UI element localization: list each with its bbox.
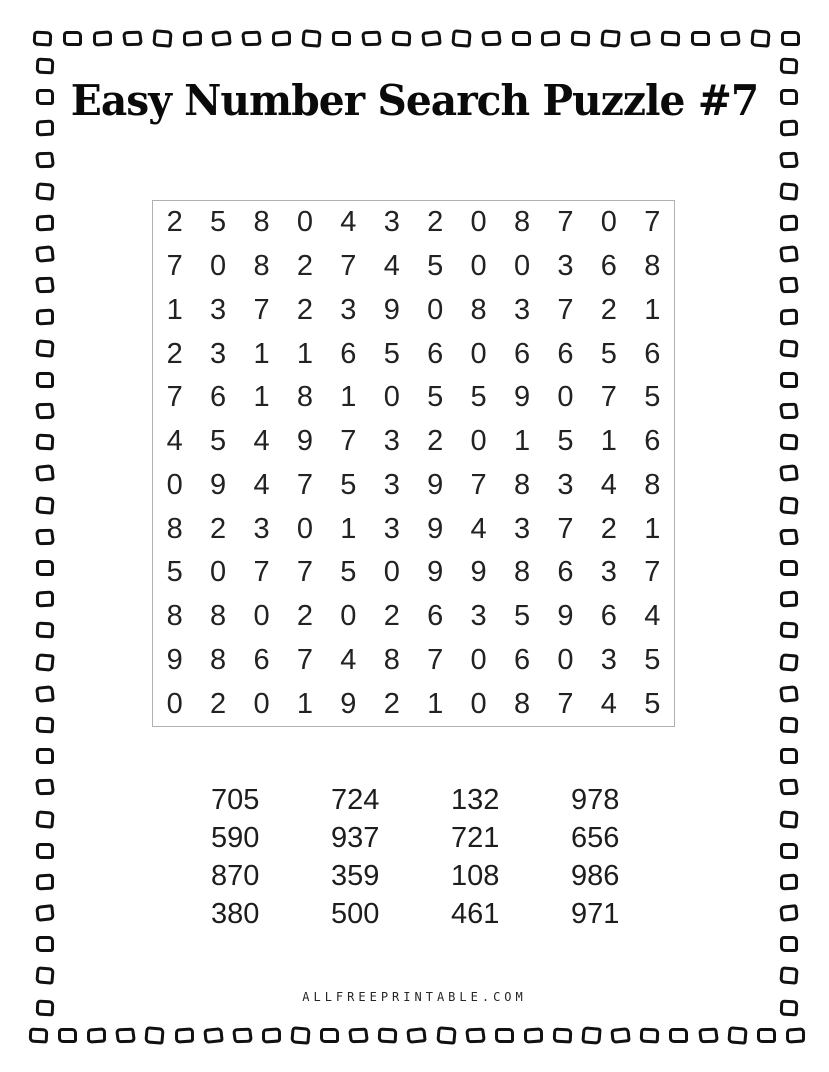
target-number: 108 bbox=[451, 859, 500, 892]
grid-cell: 0 bbox=[383, 381, 400, 414]
border-square bbox=[779, 151, 799, 168]
grid-cell: 1 bbox=[296, 687, 314, 720]
grid-cell: 3 bbox=[513, 512, 531, 545]
grid-cell: 0 bbox=[427, 293, 444, 326]
grid-cell: 7 bbox=[166, 381, 183, 414]
border-square bbox=[35, 810, 54, 829]
grid-cell: 8 bbox=[644, 468, 661, 501]
border-square bbox=[36, 748, 54, 764]
grid-cell: 1 bbox=[427, 687, 444, 720]
border-square bbox=[640, 1028, 660, 1044]
grid-cell: 9 bbox=[557, 600, 574, 633]
border-square bbox=[780, 58, 799, 75]
grid-cell: 6 bbox=[644, 425, 661, 458]
grid-cell: 8 bbox=[296, 381, 314, 414]
grid-cell: 5 bbox=[644, 687, 661, 720]
border-square bbox=[36, 716, 55, 733]
border-square bbox=[779, 465, 799, 483]
border-square bbox=[779, 245, 799, 263]
grid-cell: 3 bbox=[383, 468, 400, 501]
border-square bbox=[35, 151, 55, 168]
target-number: 380 bbox=[211, 897, 260, 930]
grid-cell: 4 bbox=[253, 468, 270, 501]
grid-cell: 4 bbox=[340, 643, 357, 676]
border-square bbox=[779, 403, 799, 420]
grid-cell: 0 bbox=[557, 381, 574, 414]
border-square bbox=[581, 1026, 601, 1045]
grid-cell: 5 bbox=[600, 337, 617, 370]
grid-cell: 2 bbox=[296, 250, 314, 283]
border-square bbox=[780, 560, 798, 576]
border-square bbox=[152, 29, 172, 48]
border-square bbox=[35, 967, 54, 986]
grid-cell: 5 bbox=[513, 600, 531, 633]
grid-cell: 5 bbox=[340, 468, 357, 501]
grid-cell: 2 bbox=[166, 337, 183, 370]
border-square bbox=[610, 1027, 630, 1044]
border-square bbox=[301, 29, 321, 48]
grid-cell: 7 bbox=[600, 381, 617, 414]
border-square bbox=[93, 30, 112, 46]
grid-cell: 7 bbox=[644, 206, 661, 239]
border-square bbox=[348, 1028, 369, 1044]
border-square bbox=[36, 936, 54, 952]
grid-cell: 8 bbox=[513, 468, 531, 501]
grid-cell: 7 bbox=[557, 512, 574, 545]
grid-cell: 6 bbox=[557, 556, 574, 589]
grid-cell: 0 bbox=[470, 206, 487, 239]
grid-cell: 8 bbox=[166, 600, 183, 633]
border-square bbox=[421, 30, 441, 47]
border-square bbox=[36, 560, 54, 576]
border-square bbox=[290, 1026, 310, 1045]
grid-cell: 8 bbox=[470, 293, 487, 326]
grid-cell: 0 bbox=[296, 512, 314, 545]
border-square bbox=[29, 1028, 49, 1044]
border-square bbox=[35, 277, 55, 294]
border-square bbox=[361, 30, 382, 46]
grid-cell: 3 bbox=[557, 250, 574, 283]
grid-cell: 8 bbox=[210, 600, 227, 633]
grid-cell: 7 bbox=[644, 556, 661, 589]
grid-cell: 7 bbox=[557, 206, 574, 239]
border-square bbox=[58, 1028, 77, 1043]
grid-cell: 3 bbox=[600, 556, 617, 589]
border-square bbox=[63, 31, 82, 46]
grid-cell: 9 bbox=[470, 556, 487, 589]
grid-cell: 0 bbox=[470, 337, 487, 370]
border-square bbox=[779, 779, 799, 796]
grid-cell: 8 bbox=[253, 250, 270, 283]
grid-cell: 4 bbox=[383, 250, 400, 283]
footer-site-text: ALLFREEPRINTABLE.COM bbox=[302, 990, 527, 1004]
border-square bbox=[35, 904, 55, 922]
grid-cell: 3 bbox=[340, 293, 357, 326]
grid-cell: 1 bbox=[644, 512, 661, 545]
grid-cell: 1 bbox=[166, 293, 183, 326]
grid-cell: 2 bbox=[210, 687, 227, 720]
grid-cell: 6 bbox=[253, 643, 270, 676]
grid-cell: 1 bbox=[253, 381, 270, 414]
target-number: 724 bbox=[331, 783, 380, 816]
grid-cell: 4 bbox=[166, 425, 183, 458]
grid-cell: 1 bbox=[340, 512, 357, 545]
grid-cell: 2 bbox=[210, 512, 227, 545]
grid-cell: 8 bbox=[513, 687, 531, 720]
border-square bbox=[36, 622, 55, 639]
grid-cell: 6 bbox=[513, 643, 531, 676]
target-number: 656 bbox=[571, 821, 620, 854]
grid-cell: 3 bbox=[470, 600, 487, 633]
grid-cell: 2 bbox=[600, 512, 617, 545]
grid-cell: 2 bbox=[166, 206, 183, 239]
grid-cell: 1 bbox=[600, 425, 617, 458]
grid-cell: 0 bbox=[166, 687, 183, 720]
grid-cell: 1 bbox=[296, 337, 314, 370]
border-square bbox=[779, 685, 799, 703]
grid-cell: 0 bbox=[470, 643, 487, 676]
target-number: 986 bbox=[571, 859, 620, 892]
grid-cell: 6 bbox=[210, 381, 227, 414]
border-square bbox=[780, 591, 798, 608]
border-square bbox=[203, 1027, 223, 1044]
border-square bbox=[241, 30, 262, 46]
grid-cell: 5 bbox=[644, 381, 661, 414]
grid-cell: 7 bbox=[296, 468, 314, 501]
border-square bbox=[495, 1028, 514, 1043]
grid-cell: 7 bbox=[557, 687, 574, 720]
target-number: 461 bbox=[451, 897, 500, 930]
grid-cell: 4 bbox=[340, 206, 357, 239]
border-square bbox=[407, 1027, 427, 1044]
border-square bbox=[727, 1026, 747, 1045]
grid-cell: 5 bbox=[340, 556, 357, 589]
grid-cell: 3 bbox=[383, 425, 400, 458]
decorative-border-top bbox=[33, 27, 800, 49]
border-square bbox=[720, 30, 741, 46]
grid-cell: 7 bbox=[296, 556, 314, 589]
border-square bbox=[757, 1028, 776, 1043]
grid-cell: 5 bbox=[210, 206, 227, 239]
border-square bbox=[780, 716, 799, 733]
border-square bbox=[35, 403, 55, 420]
grid-cell: 4 bbox=[600, 687, 617, 720]
border-square bbox=[780, 936, 798, 952]
grid-cell: 4 bbox=[644, 600, 661, 633]
target-number: 721 bbox=[451, 821, 500, 854]
border-square bbox=[36, 591, 54, 608]
grid-cell: 3 bbox=[383, 512, 400, 545]
border-square bbox=[87, 1027, 106, 1043]
border-square bbox=[779, 904, 799, 922]
border-square bbox=[36, 214, 54, 231]
grid-cell: 2 bbox=[383, 600, 400, 633]
border-square bbox=[630, 30, 650, 47]
grid-cell: 5 bbox=[210, 425, 227, 458]
grid-cell: 5 bbox=[427, 250, 444, 283]
border-square bbox=[145, 1026, 165, 1045]
grid-cell: 0 bbox=[383, 556, 400, 589]
grid-cell: 9 bbox=[427, 556, 444, 589]
border-square bbox=[115, 1028, 136, 1044]
grid-cell: 2 bbox=[427, 206, 444, 239]
grid-cell: 2 bbox=[296, 600, 314, 633]
border-square bbox=[35, 182, 54, 201]
grid-cell: 6 bbox=[427, 337, 444, 370]
grid-cell: 7 bbox=[253, 556, 270, 589]
border-square bbox=[779, 810, 798, 829]
number-list bbox=[211, 781, 691, 933]
border-square bbox=[332, 31, 351, 46]
decorative-border-right bbox=[777, 58, 801, 1016]
grid-cell: 8 bbox=[210, 643, 227, 676]
grid-cell: 3 bbox=[600, 643, 617, 676]
grid-cell: 4 bbox=[600, 468, 617, 501]
grid-cell: 7 bbox=[557, 293, 574, 326]
grid-cell: 1 bbox=[340, 381, 357, 414]
border-square bbox=[781, 31, 800, 46]
border-square bbox=[272, 30, 291, 46]
border-square bbox=[36, 843, 54, 859]
grid-cell: 8 bbox=[513, 556, 531, 589]
border-square bbox=[175, 1027, 194, 1043]
border-square bbox=[212, 30, 232, 47]
grid-cell: 6 bbox=[600, 600, 617, 633]
decorative-border-left bbox=[33, 58, 57, 1016]
border-square bbox=[601, 29, 621, 48]
grid-cell: 9 bbox=[513, 381, 531, 414]
grid-cell: 8 bbox=[383, 643, 400, 676]
grid-cell: 3 bbox=[253, 512, 270, 545]
border-square bbox=[780, 843, 798, 859]
target-number: 590 bbox=[211, 821, 260, 854]
grid-cell: 8 bbox=[513, 206, 531, 239]
border-square bbox=[524, 1027, 543, 1043]
border-square bbox=[262, 1027, 281, 1043]
border-square bbox=[36, 58, 55, 75]
target-number: 971 bbox=[571, 897, 620, 930]
border-square bbox=[779, 339, 798, 358]
border-square bbox=[35, 685, 55, 703]
border-square bbox=[35, 529, 55, 546]
grid-cell: 5 bbox=[644, 643, 661, 676]
grid-cell: 7 bbox=[340, 425, 357, 458]
border-square bbox=[779, 182, 798, 201]
grid-cell: 6 bbox=[557, 337, 574, 370]
grid-cell: 5 bbox=[383, 337, 400, 370]
grid-cell: 5 bbox=[427, 381, 444, 414]
border-square bbox=[232, 1028, 253, 1044]
grid-cell: 7 bbox=[166, 250, 183, 283]
grid-cell: 0 bbox=[210, 250, 227, 283]
grid-cell: 6 bbox=[340, 337, 357, 370]
border-square bbox=[36, 372, 54, 388]
border-square bbox=[571, 30, 591, 46]
grid-cell: 2 bbox=[383, 687, 400, 720]
border-square bbox=[465, 1028, 486, 1044]
target-number: 978 bbox=[571, 783, 620, 816]
border-square bbox=[780, 214, 798, 231]
border-square bbox=[36, 873, 54, 890]
grid-cell: 6 bbox=[427, 600, 444, 633]
grid-cell: 6 bbox=[644, 337, 661, 370]
border-square bbox=[779, 496, 798, 515]
grid-cell: 9 bbox=[166, 643, 183, 676]
grid-cell: 8 bbox=[253, 206, 270, 239]
grid-cell: 9 bbox=[427, 512, 444, 545]
grid-cell: 9 bbox=[296, 425, 314, 458]
border-square bbox=[779, 529, 799, 546]
grid-cell: 0 bbox=[166, 468, 183, 501]
grid-cell: 1 bbox=[253, 337, 270, 370]
grid-cell: 0 bbox=[470, 250, 487, 283]
border-square bbox=[779, 967, 798, 986]
border-square bbox=[786, 1027, 805, 1043]
grid-cell: 2 bbox=[600, 293, 617, 326]
grid-cell: 3 bbox=[513, 293, 531, 326]
grid-cell: 8 bbox=[644, 250, 661, 283]
grid-cell: 9 bbox=[427, 468, 444, 501]
grid-cell: 9 bbox=[340, 687, 357, 720]
border-square bbox=[35, 339, 54, 358]
border-square bbox=[451, 29, 471, 48]
grid-cell: 2 bbox=[427, 425, 444, 458]
border-square bbox=[691, 31, 710, 46]
border-square bbox=[33, 30, 53, 46]
border-square bbox=[553, 1028, 573, 1044]
border-square bbox=[320, 1028, 339, 1043]
grid-cell: 7 bbox=[470, 468, 487, 501]
grid-cell: 4 bbox=[470, 512, 487, 545]
grid-cell: 7 bbox=[296, 643, 314, 676]
border-square bbox=[780, 748, 798, 764]
grid-cell: 7 bbox=[340, 250, 357, 283]
decorative-border-bottom bbox=[29, 1024, 805, 1047]
grid-cell: 2 bbox=[296, 293, 314, 326]
border-square bbox=[183, 30, 202, 46]
grid-cell: 7 bbox=[253, 293, 270, 326]
border-square bbox=[780, 308, 798, 325]
grid-cell: 0 bbox=[600, 206, 617, 239]
target-number: 870 bbox=[211, 859, 260, 892]
grid-cell: 5 bbox=[166, 556, 183, 589]
border-square bbox=[436, 1026, 456, 1045]
grid-cell: 9 bbox=[210, 468, 227, 501]
grid-cell: 6 bbox=[600, 250, 617, 283]
border-square bbox=[780, 434, 799, 451]
border-square bbox=[669, 1028, 688, 1043]
grid-cell: 5 bbox=[470, 381, 487, 414]
grid-cell: 1 bbox=[644, 293, 661, 326]
border-square bbox=[35, 465, 55, 483]
border-square bbox=[122, 30, 143, 46]
target-number: 359 bbox=[331, 859, 380, 892]
grid-cell: 5 bbox=[557, 425, 574, 458]
border-square bbox=[481, 30, 502, 46]
grid-cell: 8 bbox=[166, 512, 183, 545]
grid-cell: 3 bbox=[557, 468, 574, 501]
grid-cell: 9 bbox=[383, 293, 400, 326]
grid-cell: 0 bbox=[513, 250, 531, 283]
border-square bbox=[779, 277, 799, 294]
border-square bbox=[512, 31, 531, 46]
grid-cell: 0 bbox=[253, 600, 270, 633]
border-square bbox=[780, 622, 799, 639]
border-square bbox=[541, 30, 560, 46]
grid-cell: 6 bbox=[513, 337, 531, 370]
border-square bbox=[35, 653, 54, 672]
border-square bbox=[35, 496, 54, 515]
border-square bbox=[780, 372, 798, 388]
grid-cell: 0 bbox=[470, 425, 487, 458]
grid-cell: 0 bbox=[470, 687, 487, 720]
border-square bbox=[378, 1028, 398, 1044]
border-square bbox=[661, 30, 681, 46]
grid-cell: 7 bbox=[427, 643, 444, 676]
border-square bbox=[391, 30, 411, 46]
page-title: Easy Number Search Puzzle #7 bbox=[70, 76, 759, 125]
border-square bbox=[35, 245, 55, 263]
grid-cell: 3 bbox=[210, 337, 227, 370]
border-square bbox=[780, 873, 798, 890]
border-square bbox=[779, 653, 798, 672]
target-number: 937 bbox=[331, 821, 380, 854]
grid-cell: 0 bbox=[210, 556, 227, 589]
target-number: 132 bbox=[451, 783, 500, 816]
border-square bbox=[36, 434, 55, 451]
target-number: 500 bbox=[331, 897, 380, 930]
grid-cell: 0 bbox=[340, 600, 357, 633]
grid-cell: 4 bbox=[253, 425, 270, 458]
border-square bbox=[697, 1028, 718, 1044]
grid-cell: 3 bbox=[210, 293, 227, 326]
border-square bbox=[36, 308, 54, 325]
border-square bbox=[750, 29, 770, 48]
grid-cell: 0 bbox=[557, 643, 574, 676]
grid-cell: 0 bbox=[296, 206, 314, 239]
border-square bbox=[35, 779, 55, 796]
number-search-grid bbox=[152, 200, 675, 727]
grid-cell: 0 bbox=[253, 687, 270, 720]
grid-cell: 1 bbox=[513, 425, 531, 458]
grid-cell: 3 bbox=[383, 206, 400, 239]
target-number: 705 bbox=[211, 783, 260, 816]
